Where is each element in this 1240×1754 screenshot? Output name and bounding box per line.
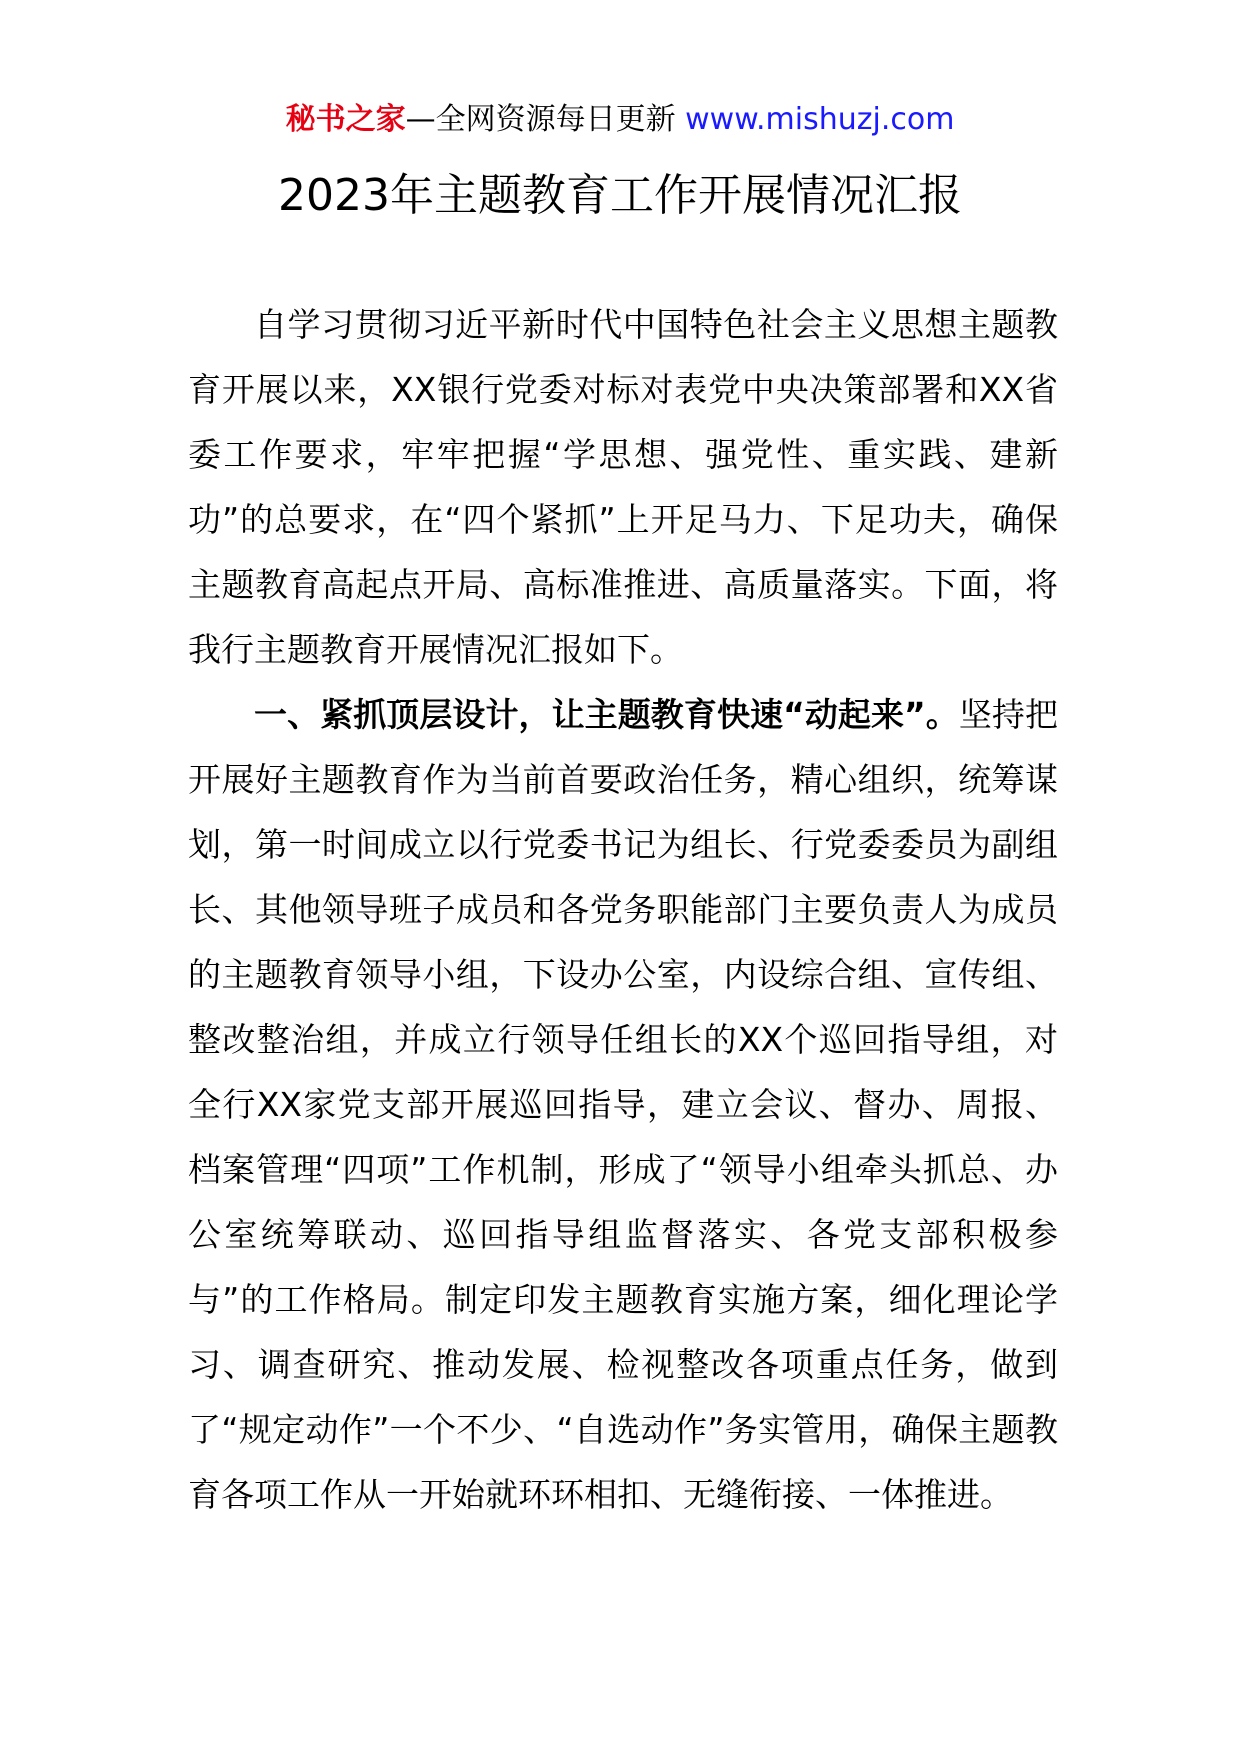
site-url-link[interactable]: www.mishuzj.com	[685, 102, 955, 137]
section-one-text: 坚持把开展好主题教育作为当前首要政治任务，精心组织，统筹谋划，第一时间成立以行党委书记为组长、行党委委员为副组长、其他领导班子成员和各党务职能部门主要负责人为成员的主题教育领导小组，下设办公室，内设综合组、宣传组、整改整治组，并成立行领导任组长的XX个巡回指导组，对全行XX家党支部开展巡回指导，建立会议、督办、周报、档案管理“四项”工作机制，形成了“领导小组牵头抓总、办公室统筹联动、巡回指导组监督落实、各党支部积极参与”的工作格局。制定印发主题教育实施方案，细化理论学习、调查研究、推动发展、检视整改各项重点任务，做到了“规定动作”一个不少、“自选动作”务实管用，确保主题教育各项工作从一开始就环环相扣、无缝衔接、一体推进。	[188, 695, 1058, 1514]
page-title: 2023年主题教育工作开展情况汇报	[278, 170, 962, 221]
brand-name: 秘书之家	[285, 102, 406, 137]
document-body	[188, 292, 1058, 1527]
header-tagline: —全网资源每日更新	[405, 102, 676, 137]
intro-paragraph: 自学习贯彻习近平新时代中国特色社会主义思想主题教育开展以来，XX银行党委对标对表党中央决策部署和XX省委工作要求，牢牢把握“学思想、强党性、重实践、建新功”的总要求，在“四个紧抓”上开足马力、下足功夫，确保主题教育高起点开局、高标准推进、高质量落实。下面，将我行主题教育开展情况汇报如下。	[188, 305, 1058, 669]
section-one-paragraph	[188, 682, 1058, 1527]
section-one-heading: 一、紧抓顶层设计，让主题教育快速“动起来”。	[254, 695, 959, 734]
site-header	[0, 100, 1240, 140]
